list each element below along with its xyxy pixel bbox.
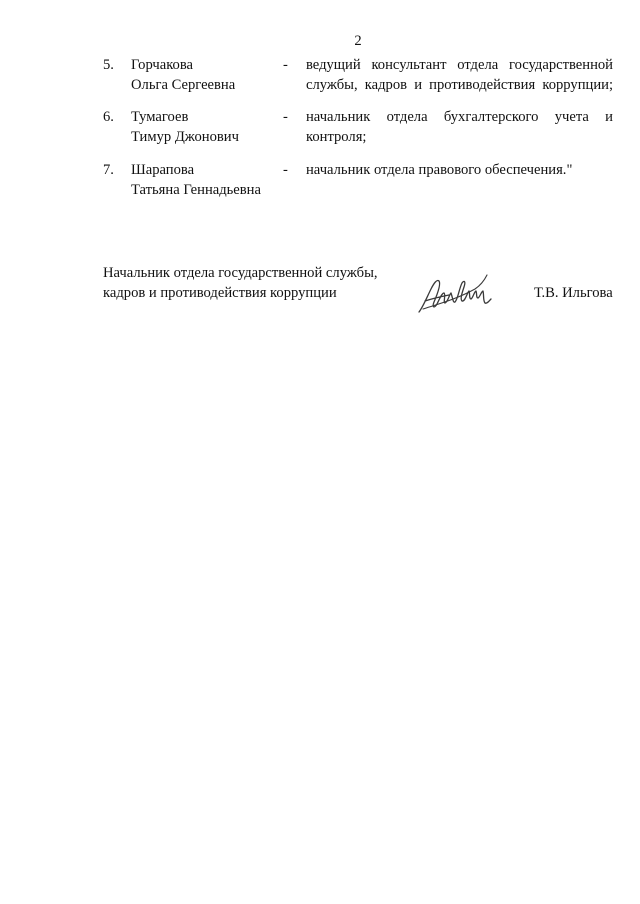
member-role-line1: начальник отдела правового обеспечения.": [306, 162, 573, 178]
member-name: [131, 107, 281, 147]
member-last-name: Тумагоев: [131, 109, 189, 125]
member-role: [306, 160, 613, 180]
member-last-name: Горчакова: [131, 57, 194, 73]
member-last-name: Шарапова: [131, 162, 195, 178]
member-dash: -: [283, 162, 288, 178]
handwritten-signature: [415, 271, 495, 315]
member-dash: -: [283, 57, 288, 73]
member-first-names: Татьяна Геннадьевна: [131, 182, 261, 198]
member-role-line1: начальник отдела бухгалтерского учета и: [306, 109, 613, 125]
member-role: [306, 55, 613, 95]
member-number: 5.: [103, 57, 114, 73]
member-dash: -: [283, 109, 288, 125]
member-first-names: Ольга Сергеевна: [131, 77, 236, 93]
signature-block: [0, 263, 640, 323]
member-role-line2: контроля;: [306, 129, 367, 145]
signer-position-line1: Начальник отдела государственной службы,: [103, 265, 378, 281]
member-role: [306, 107, 613, 147]
member-name: [131, 160, 281, 200]
member-number: 6.: [103, 109, 114, 125]
member-role-line2: службы, кадров и противодействия коррупции;: [306, 77, 613, 93]
signer-position-line2: кадров и противодействия коррупции: [103, 285, 337, 301]
member-name: [131, 55, 281, 95]
member-first-names: Тимур Джонович: [131, 129, 239, 145]
member-role-line1: ведущий консультант отдела государственной: [306, 57, 613, 73]
page-number: 2: [354, 33, 362, 49]
signer-name: Т.В. Ильгова: [534, 285, 613, 301]
signer-position: [103, 263, 403, 303]
member-number: 7.: [103, 162, 114, 178]
